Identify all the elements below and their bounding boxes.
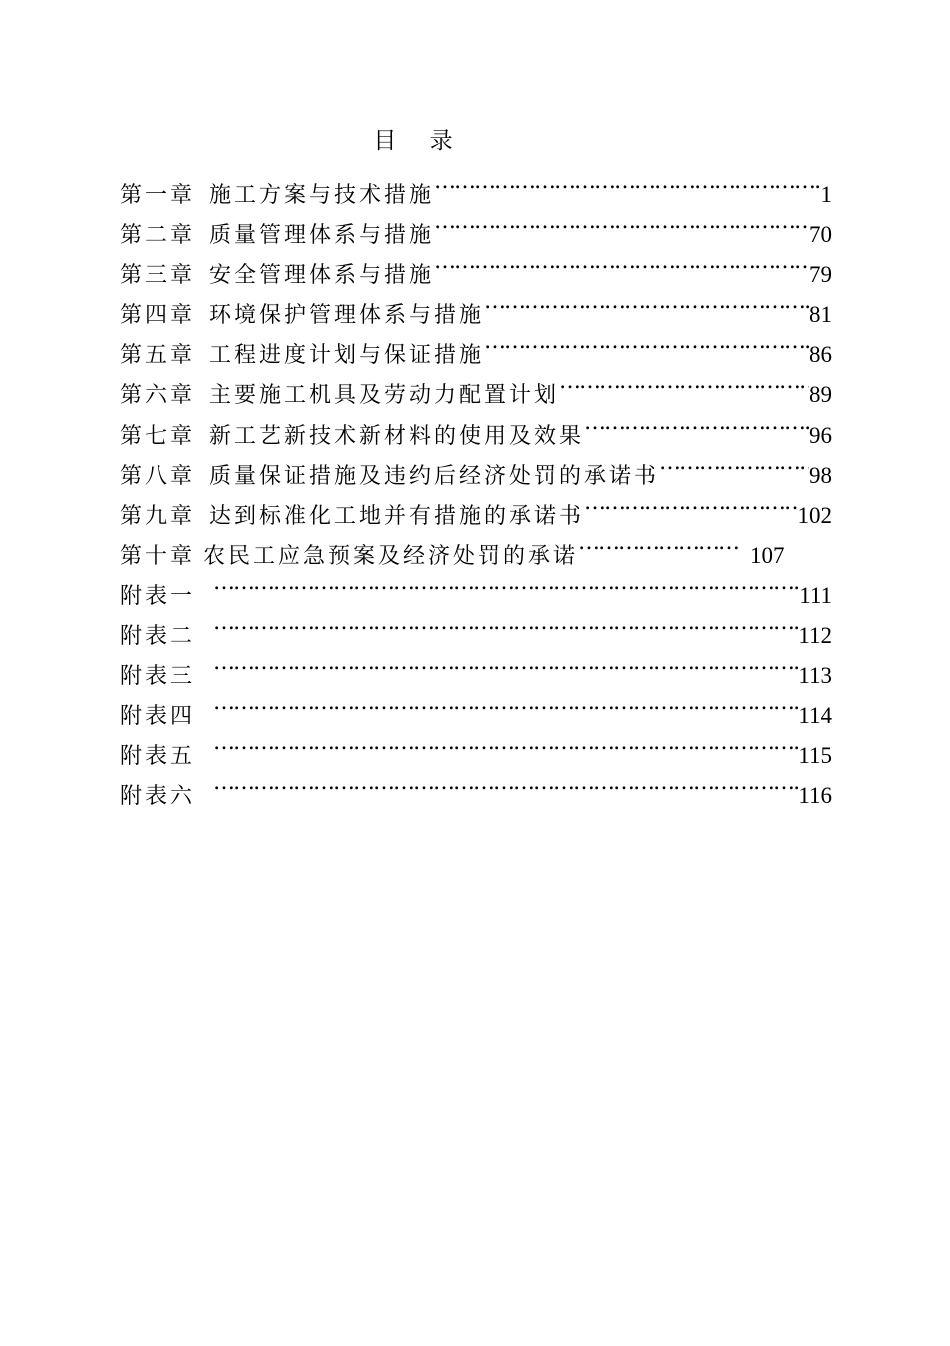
toc-entry-text: 主要施工机具及劳动力配置计划 (209, 383, 560, 409)
toc-dot-leader (584, 403, 809, 443)
toc-page-number: 70 (809, 222, 832, 248)
toc-entry-text: 新工艺新技术新材料的使用及效果 (209, 423, 585, 449)
toc-appendix-label: 附表三 (120, 664, 196, 690)
toc-dot-leader (559, 362, 809, 402)
toc-page-number: 116 (798, 783, 832, 809)
toc-page-number: 81 (809, 302, 832, 328)
toc-chapter-label: 第一章 (120, 183, 196, 208)
toc-page-number: 102 (797, 502, 832, 528)
toc-chapter-label: 第二章 (120, 223, 196, 249)
toc-entry-text: 质量管理体系与措施 (209, 223, 435, 249)
toc-page-number: 1 (820, 182, 832, 207)
toc-chapter-label: 第十章 (120, 543, 196, 569)
toc-entry-text: 达到标准化工地并有措施的承诺书 (209, 503, 585, 529)
toc-entry-text: 工程进度计划与保证措施 (209, 343, 485, 369)
toc-page-number: 98 (809, 462, 832, 488)
toc-entry-appendix-1[interactable] (120, 563, 832, 609)
toc-entry-appendix-6[interactable] (120, 763, 832, 810)
toc-title: 目 录 (373, 128, 457, 154)
toc-entry-text: 质量保证措施及违约后经济处罚的承诺书 (209, 463, 660, 489)
toc-appendix-label: 附表一 (120, 583, 196, 609)
toc-entry-appendix-2[interactable] (120, 603, 832, 650)
toc-chapter-label: 第六章 (120, 383, 196, 409)
toc-dot-leader (659, 443, 809, 483)
toc-page-number: 112 (798, 623, 832, 649)
toc-page-number: 114 (798, 703, 832, 729)
toc-entry-appendix-4[interactable] (120, 683, 832, 730)
toc-dot-leader (434, 242, 809, 282)
toc-chapter-label: 第七章 (120, 423, 196, 449)
toc-dot-leader (213, 563, 799, 603)
toc-chapter-label: 第三章 (120, 263, 196, 289)
table-of-contents (120, 162, 832, 810)
toc-dot-leader (213, 723, 798, 763)
toc-page-number: 111 (799, 582, 832, 608)
toc-entry-chapter-1[interactable] (120, 162, 832, 208)
toc-page-number: 107 (750, 542, 785, 568)
toc-page-number: 89 (809, 382, 832, 408)
toc-appendix-label: 附表二 (120, 624, 196, 650)
toc-dot-leader (578, 523, 738, 563)
toc-appendix-label: 附表四 (120, 704, 196, 730)
toc-chapter-label: 第五章 (120, 343, 196, 369)
toc-page-number: 96 (809, 422, 832, 448)
toc-entry-text: 安全管理体系与措施 (209, 263, 435, 289)
toc-page-number: 86 (809, 342, 832, 368)
toc-dot-leader (484, 322, 809, 362)
toc-entry-text: 农民工应急预案及经济处罚的承诺 (203, 543, 579, 569)
toc-page-number: 115 (798, 743, 832, 769)
toc-appendix-label: 附表六 (120, 784, 196, 810)
toc-dot-leader (434, 162, 820, 202)
toc-page-number: 113 (798, 663, 832, 689)
toc-dot-leader (584, 483, 797, 523)
toc-chapter-label: 第八章 (120, 463, 196, 489)
toc-appendix-label: 附表五 (120, 744, 196, 770)
toc-entry-text: 施工方案与技术措施 (209, 183, 435, 208)
toc-entry-appendix-5[interactable] (120, 723, 832, 770)
toc-page-number: 79 (809, 262, 832, 288)
toc-entry-text: 环境保护管理体系与措施 (209, 303, 485, 329)
toc-dot-leader (213, 763, 798, 803)
toc-entry-appendix-3[interactable] (120, 643, 832, 690)
toc-dot-leader (484, 282, 809, 322)
toc-dot-leader (213, 643, 798, 683)
toc-chapter-label: 第四章 (120, 303, 196, 329)
toc-dot-leader (434, 202, 809, 242)
toc-chapter-label: 第九章 (120, 503, 196, 529)
toc-dot-leader (213, 603, 798, 643)
toc-dot-leader (213, 683, 798, 723)
